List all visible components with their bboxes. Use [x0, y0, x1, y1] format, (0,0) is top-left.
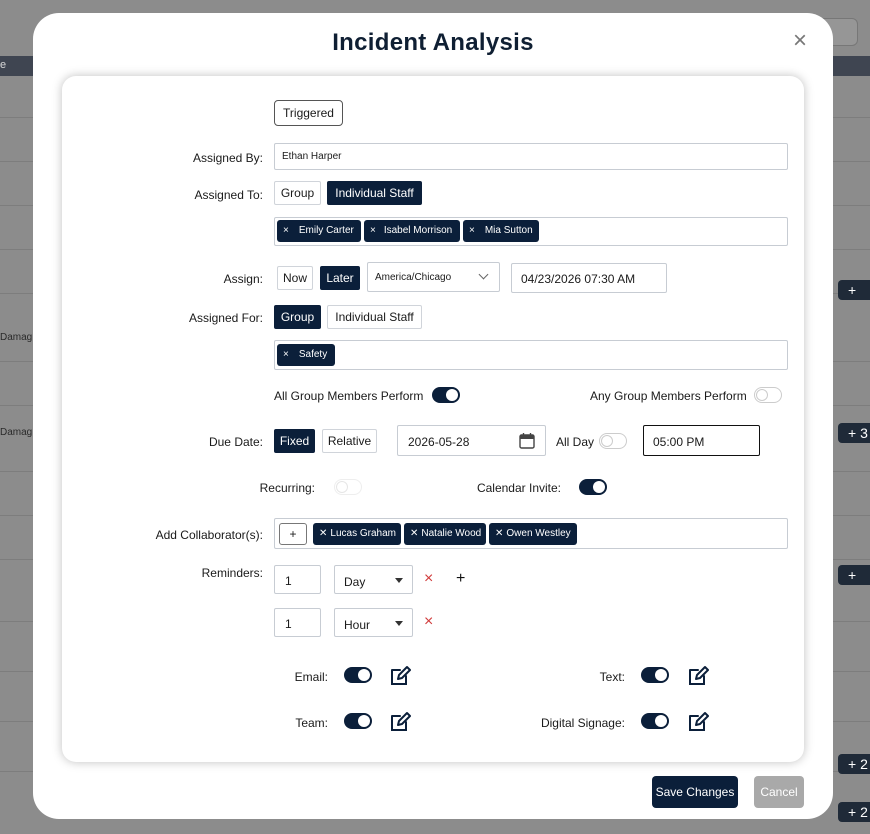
modal-title: Incident Analysis: [332, 29, 534, 56]
reminder-unit-select[interactable]: Day: [334, 565, 413, 594]
assigned-by-label: Assigned By:: [192, 151, 263, 165]
assigned-for-individual-staff-option[interactable]: Individual Staff: [327, 305, 422, 329]
reminder-value-input[interactable]: 1: [274, 565, 321, 594]
status-triggered-button[interactable]: Triggered: [274, 100, 343, 126]
reminder-unit-select[interactable]: Hour: [334, 608, 413, 637]
background-row-text: Damag: [0, 332, 33, 343]
team-label: Team:: [295, 716, 328, 730]
assigned-by-input[interactable]: Ethan Harper: [274, 143, 788, 170]
assigned-to-group-option[interactable]: Group: [274, 181, 321, 205]
calendar-icon[interactable]: [519, 432, 535, 449]
remove-reminder-icon[interactable]: ×: [424, 613, 434, 630]
save-changes-button[interactable]: Save Changes: [652, 776, 738, 808]
collaborators-label: Add Collaborator(s):: [155, 528, 263, 542]
all-group-members-toggle[interactable]: [432, 387, 460, 403]
remove-chip-icon: ✕: [319, 528, 328, 539]
assign-label: Assign:: [223, 272, 263, 286]
background-add-button: + 2: [838, 802, 870, 822]
assigned-for-chips-field[interactable]: [274, 340, 788, 370]
collaborator-chip[interactable]: ✕ Owen Westley: [489, 523, 577, 545]
assignee-chip[interactable]: × Mia Sutton: [463, 220, 539, 242]
remove-chip-icon: ×: [283, 225, 289, 236]
assign-datetime-input[interactable]: 04/23/2026 07:30 AM: [511, 263, 667, 293]
add-reminder-icon[interactable]: +: [456, 570, 466, 587]
edit-digital-signage-icon[interactable]: [687, 711, 709, 733]
due-date-relative-option[interactable]: Relative: [322, 429, 377, 453]
assigned-for-label: Assigned For:: [188, 311, 263, 325]
assigned-to-chips-field[interactable]: [274, 217, 788, 246]
edit-text-icon[interactable]: [687, 665, 709, 687]
all-day-label: All Day: [556, 435, 595, 449]
assigned-for-group-option[interactable]: Group: [274, 305, 321, 329]
background-table-header: e: [0, 56, 870, 76]
group-chip[interactable]: × Safety: [277, 344, 335, 366]
remove-chip-icon: ✕: [495, 528, 504, 539]
all-group-members-label: All Group Members Perform: [274, 389, 424, 403]
due-date-input[interactable]: 2026-05-28: [397, 425, 546, 456]
assigned-to-label: Assigned To:: [194, 188, 263, 202]
digital-signage-toggle[interactable]: [641, 713, 669, 729]
background-add-button: + 3: [838, 423, 870, 443]
email-label: Email:: [294, 670, 328, 684]
text-toggle[interactable]: [641, 667, 669, 683]
background-row-text: Damag: [0, 427, 33, 438]
close-icon[interactable]: ×: [792, 27, 807, 54]
calendar-invite-label: Calendar Invite:: [476, 481, 561, 495]
calendar-invite-toggle[interactable]: [579, 479, 607, 495]
add-collaborator-button[interactable]: +: [279, 523, 307, 545]
assignee-chip[interactable]: × Isabel Morrison: [364, 220, 460, 242]
reminders-label: Reminders:: [201, 566, 263, 580]
recurring-label: Recurring:: [259, 481, 315, 495]
remove-reminder-icon[interactable]: ×: [424, 570, 434, 587]
collaborator-chip[interactable]: ✕ Natalie Wood: [404, 523, 486, 545]
all-day-toggle[interactable]: [599, 433, 627, 449]
remove-chip-icon: ×: [469, 225, 475, 236]
background-add-button: +: [838, 565, 870, 585]
incident-analysis-modal: [33, 13, 833, 819]
chevron-down-icon: [479, 270, 489, 280]
background-add-button: + 2: [838, 754, 870, 774]
digital-signage-label: Digital Signage:: [540, 716, 625, 730]
timezone-select[interactable]: America/Chicago: [367, 262, 500, 292]
remove-chip-icon: ×: [370, 225, 376, 236]
assign-now-option[interactable]: Now: [277, 266, 313, 290]
cancel-button[interactable]: Cancel: [754, 776, 804, 808]
text-label: Text:: [599, 670, 625, 684]
due-date-label: Due Date:: [208, 435, 263, 449]
chevron-down-icon: [395, 621, 403, 626]
chevron-down-icon: [395, 578, 403, 583]
remove-chip-icon: ×: [283, 349, 289, 360]
remove-chip-icon: ✕: [410, 528, 419, 539]
form-card: [62, 76, 804, 762]
collaborators-field[interactable]: [274, 518, 788, 549]
due-date-fixed-option[interactable]: Fixed: [274, 429, 315, 453]
assign-later-option[interactable]: Later: [320, 266, 360, 290]
due-time-input[interactable]: 05:00 PM: [643, 425, 760, 456]
any-group-members-label: Any Group Members Perform: [590, 389, 747, 403]
assignee-chip[interactable]: × Emily Carter: [277, 220, 361, 242]
assigned-to-individual-staff-option[interactable]: Individual Staff: [327, 181, 422, 205]
background-add-button: +: [838, 280, 870, 300]
reminder-value-input[interactable]: 1: [274, 608, 321, 637]
any-group-members-toggle[interactable]: [754, 387, 782, 403]
collaborator-chip[interactable]: ✕ Lucas Graham: [313, 523, 401, 545]
